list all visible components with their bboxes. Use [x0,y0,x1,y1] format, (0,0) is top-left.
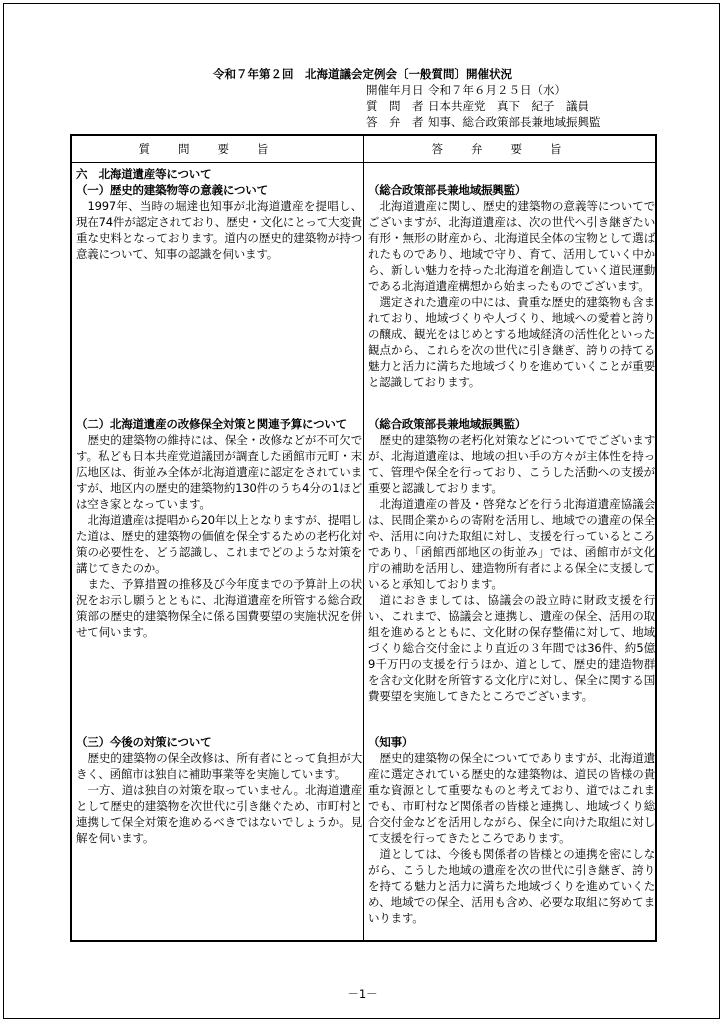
section-2-answer [368,416,655,704]
question-column-header: 質問要旨 [138,142,297,156]
meta-answerer-row [366,114,601,130]
section-2-question-para-1: 歴史的建築物の維持には、保全・改修などが不可欠です。私ども日本共産党道議団が調査した函館市元町・末広地区は、街並み全体が北海道遺産に認定をされていますが、地区内の歴史的建築物約130件のうち4分の1ほどは空き家となっています。 [76,433,362,511]
section-3-question-para-1: 歴史的建築物の保全改修は、所有者にとって負担が大きく、函館市は独自に補助事業等を実施しています。 [76,751,362,781]
topic-heading: 六 北海道遺産等について [76,167,212,181]
section-2-answer-para-1: 歴史的建築物の老朽化対策などについてでございますが、北海道遺産は、地域の担い手の方々が主体性を持って、管理や保全を行っており、こうした活動への支援が重要と認識しております。 [368,433,655,495]
page-number: －1－ [347,987,378,1001]
section-2-question-para-3: また、予算措置の推移及び今年度までの予算計上の状況をお示し願うとともに、北海道遺産を所管する総合政策部の歴史的建築物保全に係る国費要望の実施状況を併せて伺います。 [76,577,362,639]
meta-questioner-row [366,98,601,114]
questioner-value: 日本共産党 真下 紀子 議員 [428,99,589,113]
section-3-answer-para-2: 道としては、今後も関係者の皆様との連携を密にしながら、こうした地域の遺産を次の世代に引き継ぎ、誇りを持てる魅力と活力に満ちた地域づくりを進めていくため、地域での保全、活用も含め、必要な取組に努めてまいります。 [368,847,655,925]
section-1-answer [368,182,655,390]
table-header-row [72,136,655,163]
section-3-question [76,734,362,846]
column-divider [363,136,364,940]
section-1-question [76,166,362,262]
section-3-answer-para-1: 歴史的建築物の保全についてでありますが、北海道遺産に選定されている歴史的な建築物は、道民の皆様の貴重な資源として重要なものと考えており、道ではこれまでも、市町村など関係者の皆様と連携し、地域づくり総合交付金などを活用しながら、保全に向けた取組に対して支援を行ってきたところであります。 [368,751,655,845]
section-1-answerer: （総合政策部長兼地域振興監） [368,183,527,197]
section-3-answer [368,734,655,926]
qa-table [70,134,657,942]
section-2-answer-para-3: 道におきましては、協議会の設立時に財政支援を行い、これまで、協議会と連携し、遺産の保全、活用の取組を進めるとともに、文化財の保存整備に対して、地域づくり総合交付金により直近の３年間では36件、約5億9千万円の支援を行うほか、道として、歴史的建造物群を含む文化財を所管する文化庁に対し、保全に関する国費要望を実施してきたところでございます。 [368,593,655,703]
date-label: 開催年月日 [366,83,424,97]
section-2-answer-para-2: 北海道遺産の普及・啓発などを行う北海道遺産協議会は、民間企業からの寄附を活用し、地域での遺産の保全や、活用に向けた取組に対し、支援を行っているところであり、「函館西部地区の街並み」では、函館市が文化庁の補助を活用し、建造物所有者による保全に支援していると承知しております。 [368,497,655,591]
section-3-answerer: （知事） [368,735,414,749]
meeting-meta [366,82,601,130]
section-3-question-para-2: 一方、道は独自の対策を取っていません。北海道遺産として歴史的建築物を次世代に引き継ぐため、市町村と連携して保全対策を進めるべきではないでしょうか。見解を伺います。 [76,783,362,845]
meta-date-row [366,82,601,98]
questioner-label: 質 問 者 [366,99,424,113]
section-1-answer-para-2: 選定された遺産の中には、貴重な歴史的建築物も含まれており、地域づくりや人づくり、地域への愛着と誇りの醸成、観光をはじめとする地域経済の活性化といった観点から、これらを次の世代に引き継ぎ、誇りの持てる魅力と活力に満ちた地域づくりを進めていくことが重要と認識しております。 [368,295,655,389]
answerer-value: 知事、総合政策部長兼地域振興監 [428,115,601,129]
date-value: 令和７年６月２５日（水） [428,83,566,97]
section-1-answer-para-1: 北海道遺産に関し、歴史的建築物の意義等についてでございますが、北海道遺産は、次の世代へ引き継ぎたい有形・無形の財産から、北海道民全体の宝物として選ばれたものであり、地域で守り、育て、活用していく中から、新しい魅力を持った北海道を創造していく道民運動である北海道遺産構想から始まったものでございます。 [368,199,655,293]
section-2-question-para-2: 北海道遺産は提唱から20年以上となりますが、提唱した道は、歴史的建築物の価値を保全するための老朽化対策の必要性を、どう認識し、これまでどのような対策を講じてきたのか。 [76,513,362,575]
section-3-title: （三）今後の対策について [76,735,212,749]
document-title: 令和７年第２回 北海道議会定例会〔一般質問〕開催状況 [213,67,512,81]
section-2-question [76,416,362,640]
section-1-title: （一）歴史的建築物等の意義について [76,183,268,197]
section-2-title: （二）北海道遺産の改修保全対策と関連予算について [76,417,347,431]
answer-column-header: 答弁要旨 [431,142,590,156]
section-2-answerer: （総合政策部長兼地域振興監） [368,417,527,431]
section-1-question-para-1: 1997年、当時の堀達也知事が北海道遺産を提唱し、現在74件が認定されており、歴史・文化にとって大変貴重な史料となっております。道内の歴史的建築物が持つ意義について、知事の認識を伺います。 [76,199,362,261]
answerer-label: 答 弁 者 [366,115,424,129]
